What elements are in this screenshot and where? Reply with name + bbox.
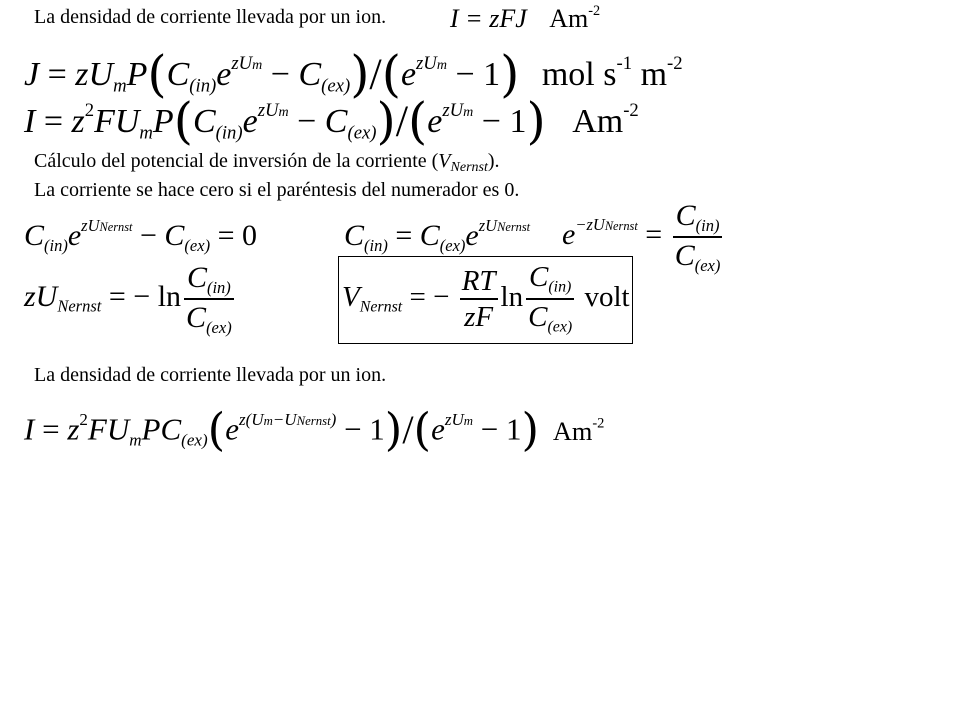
eq-i-unit: $Am^{-2}$ (572, 100, 639, 141)
intro-text: La densidad de corriente llevada por un ion. (34, 6, 387, 28)
equation-zu-nernst: $zU_{Nernst}$ = − ln $\frac{C_{(in)}}{C_{(ex)}}$ (24, 261, 232, 337)
equation-current-nernst: $I = z^2FU_mPC_{(ex)}(e^{z(Um-UNernst)} - 1)/(e^{zUm} - 1)$ $Am^{-2}$ (24, 403, 605, 456)
equation-current-i: $I = z^2FU_mP(C_{(in)}e^{zUm} - C_{(ex)})/(e^{zUm} - 1)$ $Am^{-2}$ (24, 92, 639, 150)
equation-c-in-equals: $C_{(in)} = C_{(ex)}e^{zUNernst}$ (344, 216, 531, 255)
eq-j-unit: mol $s^{-1}$ $m^{-2}$ (541, 53, 683, 94)
nernst-unit: volt (584, 280, 630, 313)
equation-nernst: $V_{Nernst}$ = − $\frac{RT}{zF}$ ln $\frac{C_{(in)}}{C_{(ex)}}$ volt (342, 261, 630, 336)
zero-current-condition-text: La corriente se hace cero si el paréntesis del numerador es 0. (34, 179, 520, 201)
eq-i-lhs: I (24, 103, 36, 141)
unit-am: $Am^{-2}$ (549, 3, 601, 34)
current-flux-expression: I = zFJ (450, 4, 527, 34)
reversal-potential-text: Cálculo del potencial de inversión de la corriente $(V_{Nernst})$. (34, 150, 500, 176)
equation-exponential-ratio: $e^{-zUNernst}$ = $\frac{C_{(in)}}{C_{(ex)}}$ (562, 199, 721, 275)
bottom-intro-text: La densidad de corriente llevada por un ion. (34, 364, 387, 386)
eq-j-lhs: J (24, 56, 40, 94)
current-flux-formula (450, 4, 600, 32)
bottom-unit: $Am^{-2}$ (552, 415, 605, 446)
equation-zero-numerator: $C_{(in)}e^{zUNernst} - C_{(ex)} = 0$ (24, 216, 257, 255)
equation-flux-j: $J = zU_mP(C_{(in)}e^{zUm} - C_{(ex)})/(e^{zUm} - 1)$ mol $s^{-1}$ $m^{-2}$ (24, 45, 683, 103)
